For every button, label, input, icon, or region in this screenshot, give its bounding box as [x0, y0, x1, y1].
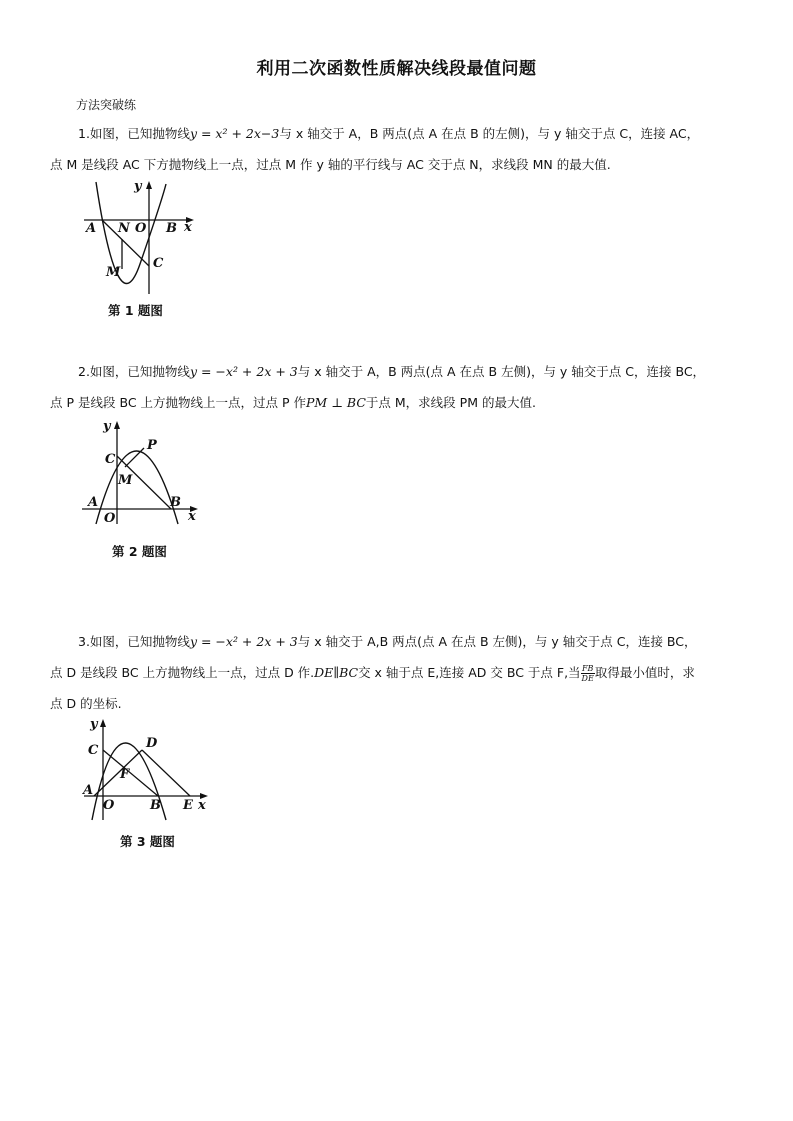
y-axis-arrow: [146, 181, 152, 189]
q2-perpendicular-formula: PM ⊥ BC: [306, 395, 366, 410]
q2-intro-rest: 与 x 轴交于 A，B 两点(点 A 在点 B 左侧)，与 y 轴交于点 C，连接 BC，: [297, 364, 706, 379]
q1-intro: 1.如图，已知抛物线: [78, 126, 190, 141]
q3-intro: 3.如图，已知抛物线: [78, 634, 190, 649]
figure-2: [78, 418, 208, 530]
q1-formula: y = x² + 2x−3: [189, 126, 280, 141]
y-axis-arrow: [100, 719, 106, 727]
label-p: P: [147, 438, 157, 453]
label-a: A: [83, 783, 94, 798]
q3-line3: 点 D 的坐标.: [50, 696, 122, 711]
q3-parallel-formula: DE∥BC: [314, 665, 359, 680]
label-a: A: [88, 495, 99, 510]
label-b: B: [166, 221, 177, 236]
q2-formula: y = −x² + 2x + 3: [189, 364, 298, 379]
label-d: D: [146, 736, 158, 751]
q3-line2-mid: 交 x 轴于点 E,连接 AD 交 BC 于点 F,当: [358, 665, 581, 680]
label-m: M: [106, 265, 121, 280]
question-1-text: [50, 118, 750, 180]
label-o: O: [103, 798, 115, 813]
q2-intro: 2.如图，已知抛物线: [78, 364, 190, 379]
label-y: y: [103, 419, 111, 434]
segment-ad: [94, 750, 142, 796]
q2-line2-start: 点 P 是线段 BC 上方抛物线上一点，过点 P 作: [50, 395, 307, 410]
question-3-text: [50, 626, 750, 719]
label-y: C: [88, 743, 99, 758]
label-o: O: [135, 221, 147, 236]
label-x: x: [198, 798, 206, 813]
label-b: B: [170, 495, 181, 510]
figure-1: [80, 178, 210, 300]
q2-line2-end: 于点 M，求线段 PM 的最大值.: [365, 395, 536, 410]
label-x: x: [188, 509, 196, 524]
q3-fraction-numerator: FB: [581, 664, 594, 673]
figure-3: [80, 716, 215, 826]
q3-line2-end: 取得最小值时，求: [594, 665, 695, 680]
label-b: B: [150, 798, 161, 813]
question-2-text: [50, 356, 750, 418]
label-c: C: [153, 256, 164, 271]
figure-1-caption: 第 1 题图: [108, 303, 163, 318]
label-y: y: [134, 179, 142, 194]
q3-line2-start: 点 D 是线段 BC 上方抛物线上一点，过点 D 作.: [50, 665, 315, 680]
q1-intro-rest: 与 x 轴交于 A，B 两点(点 A 在点 B 的左侧)，与 y 轴交于点 C，连接 AC，: [279, 126, 700, 141]
q3-intro-rest: 与 x 轴交于 A,B 两点(点 A 在点 B 左侧)，与 y 轴交于点 C，连接 BC，: [297, 634, 697, 649]
q3-formula: y = −x² + 2x + 3: [189, 634, 298, 649]
label-f: F: [120, 767, 130, 782]
section-heading: 方法突破练: [76, 98, 137, 112]
label-n: N: [118, 221, 130, 236]
label-o: O: [104, 511, 116, 526]
label-e: E: [183, 798, 193, 813]
label-m: M: [118, 473, 133, 488]
q3-fraction: [581, 664, 595, 683]
page-title: 利用二次函数性质解决线段最值问题: [256, 59, 537, 79]
label-c: C: [105, 452, 116, 467]
q1-line2: 点 M 是线段 AC 下方抛物线上一点，过点 M 作 y 轴的平行线与 AC 交于点 N，求线段 MN 的最大值.: [50, 157, 611, 172]
q3-fraction-denominator: DE: [581, 674, 594, 683]
figure-2-caption: 第 2 题图: [112, 544, 167, 559]
label-y-axis: y: [90, 717, 98, 732]
label-a: A: [86, 221, 97, 236]
figure-3-caption: 第 3 题图: [120, 834, 175, 849]
y-axis-arrow: [114, 421, 120, 429]
label-x: x: [184, 220, 192, 235]
